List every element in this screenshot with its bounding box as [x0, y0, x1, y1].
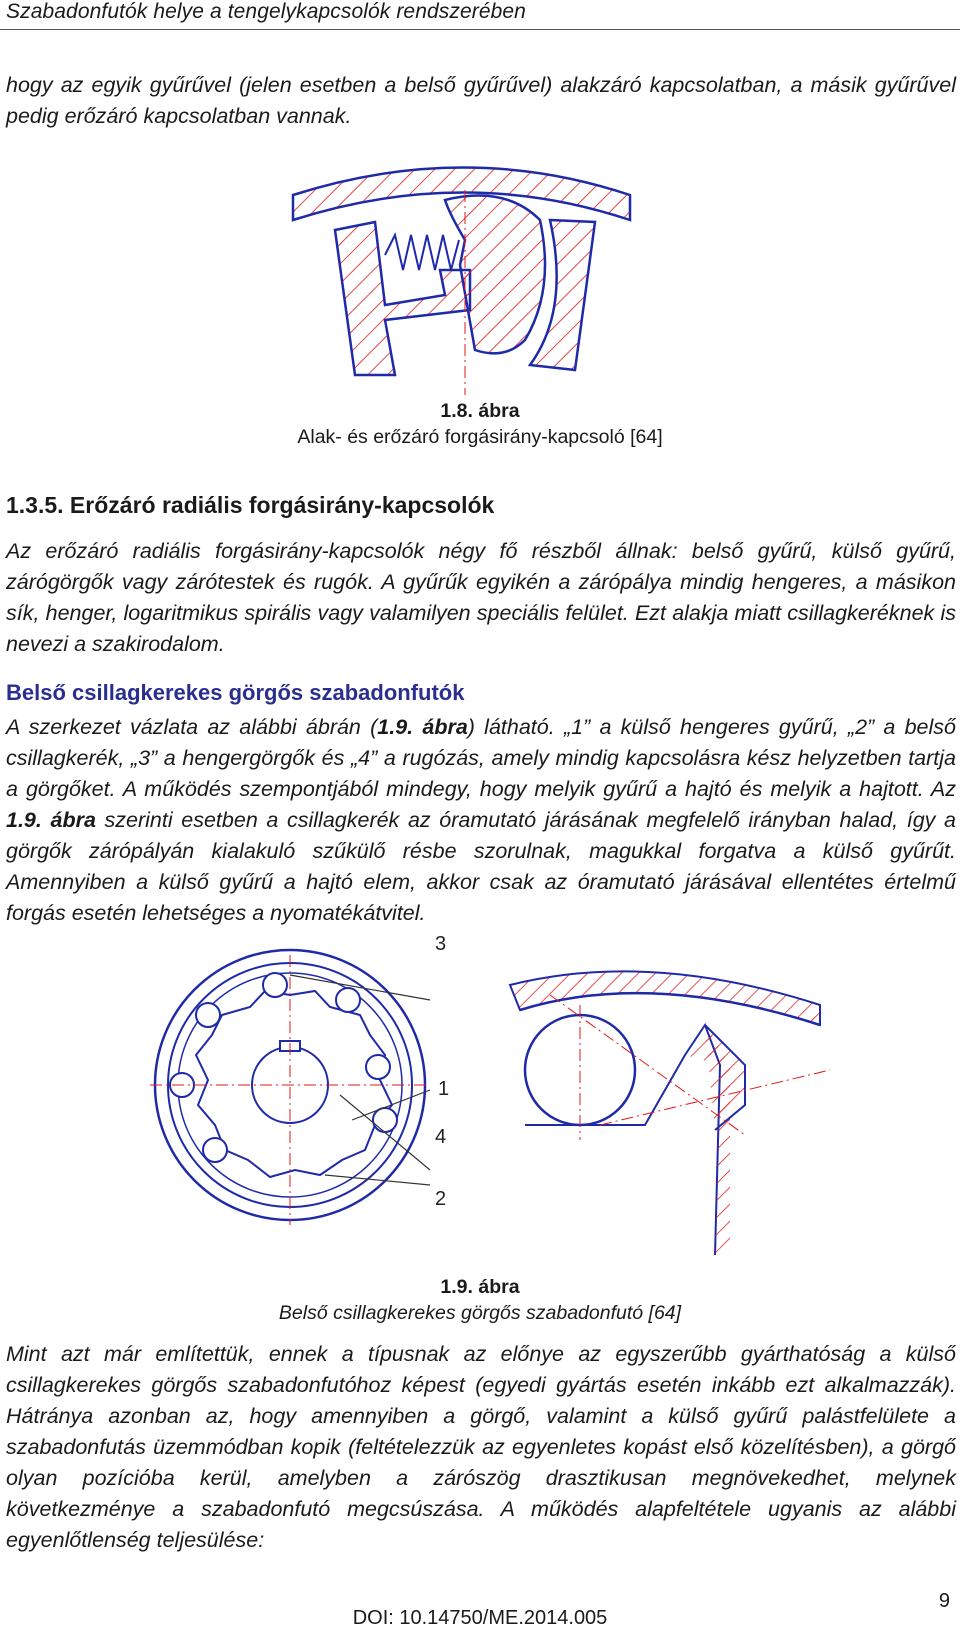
freewheel-detail-view — [510, 971, 830, 1255]
figure-ref-2: 1.9. ábra — [6, 808, 96, 832]
section-paragraph — [6, 536, 956, 660]
subsection-heading: Belső csillagkerekes görgős szabadonfutók — [6, 680, 465, 705]
figure-1-9-drawing — [130, 933, 830, 1255]
doi-footer: DOI: 10.14750/ME.2014.005 — [352, 1607, 608, 1629]
figure-1-8-caption — [0, 398, 960, 450]
subsection-text-a: A szerkezet vázlata az alábbi ábrán ( — [6, 715, 378, 739]
figure-1-8-drawing — [285, 160, 655, 400]
star-wheel-flank — [525, 1025, 720, 1255]
figure-1-8-title: Alak- és erőzáró forgásirány-kapcsoló [64] — [297, 426, 663, 448]
intro-text: hogy az egyik gyűrűvel (jelen esetben a belső gyűrűvel) alakzáró kapcsolatban, a másik gyűrűvel pedig erőzáró kapcsolatban vannak. — [6, 73, 956, 128]
subsection-text-c: szerinti esetben a csillagkerék az óramutató járásának megfelelő irányban halad, így a görgők zárópályán kialakuló szűkülő résbe szorulnak, magukkal forgatva a külső gyűrűt. Amennyiben a külső gyűrű a hajtó elem, akkor csak az óramutató járásával ellentétes értelmű forgás esetén lehetséges a nyomatékátvitel. — [6, 808, 956, 925]
label-4: 4 — [435, 1126, 447, 1148]
subsection-paragraph — [6, 712, 956, 929]
section-text: Az erőzáró radiális forgásirány-kapcsolók négy fő részből állnak: belső gyűrű, külső gyűrű, zárógörgők vagy zárótestek és rugók. A gyűrűk egyikén a zárópálya mindig hengeres, a másikon sík, henger, logaritmikus spirális vagy valamilyen speciális felület. Ezt alakja miatt csillagkeréknek is nevezi a szakirodalom. — [6, 539, 956, 656]
figure-1-8-number: 1.8. ábra — [440, 400, 520, 422]
spring — [385, 235, 459, 270]
label-3: 3 — [435, 933, 447, 955]
figure-1-9-title: Belső csillagkerekes görgős szabadonfutó [64] — [278, 1302, 682, 1324]
leader-lines — [290, 975, 430, 1185]
page-number: 9 — [938, 1590, 950, 1612]
label-1: 1 — [438, 1078, 450, 1100]
freewheel-full-view — [150, 950, 430, 1225]
figure-1-9-caption — [0, 1274, 960, 1326]
inner-ring-left — [335, 222, 470, 375]
running-header: Szabadonfutók helye a tengelykapcsolók rendszerében — [6, 0, 526, 23]
section-heading: 1.3.5. Erőzáró radiális forgásirány-kapcsolók — [6, 492, 495, 518]
figure-1-9-number: 1.9. ábra — [440, 1276, 520, 1298]
figure-ref-1: 1.9. ábra — [377, 715, 468, 739]
intro-paragraph — [6, 70, 956, 132]
subsection-text-b: ) látható. „1” a külső hengeres gyűrű, „2” a belső csillagkerék, „3” a hengergörgők és „4” a rugózás, amely mindig kapcsolásra kész helyzetben tartja a görgőket. A működés szempontjából mindegy, hogy melyik gyűrű a hajtó és melyik a hajtott. Az — [6, 715, 957, 801]
closing-text: Mint azt már említettük, ennek a típusnak az előnye az egyszerűbb gyárthatóság a külső csillagkerekes görgős szabadonfutóhoz képest (egyedi gyártás esetén inkább ezt alkalmazzák). Hátránya azonban az, hogy amennyiben a görgő, valamint a külső gyűrű palástfelülete a szabadonfutás üzemmódban kopik (feltételezzük az egyenletes kopást első közelítésben), a görgő olyan pozícióba kerül, amelyben a zárószög drasztikusan megnövekedhet, melynek következménye a szabadonfutó megcsúszása. A működés alapfeltétele ugyanis az alábbi egyenlőtlenség teljesülése: — [6, 1342, 956, 1552]
subsection-text — [6, 712, 956, 929]
header-divider — [0, 29, 960, 30]
closing-paragraph — [6, 1339, 956, 1556]
label-2: 2 — [435, 1188, 447, 1210]
